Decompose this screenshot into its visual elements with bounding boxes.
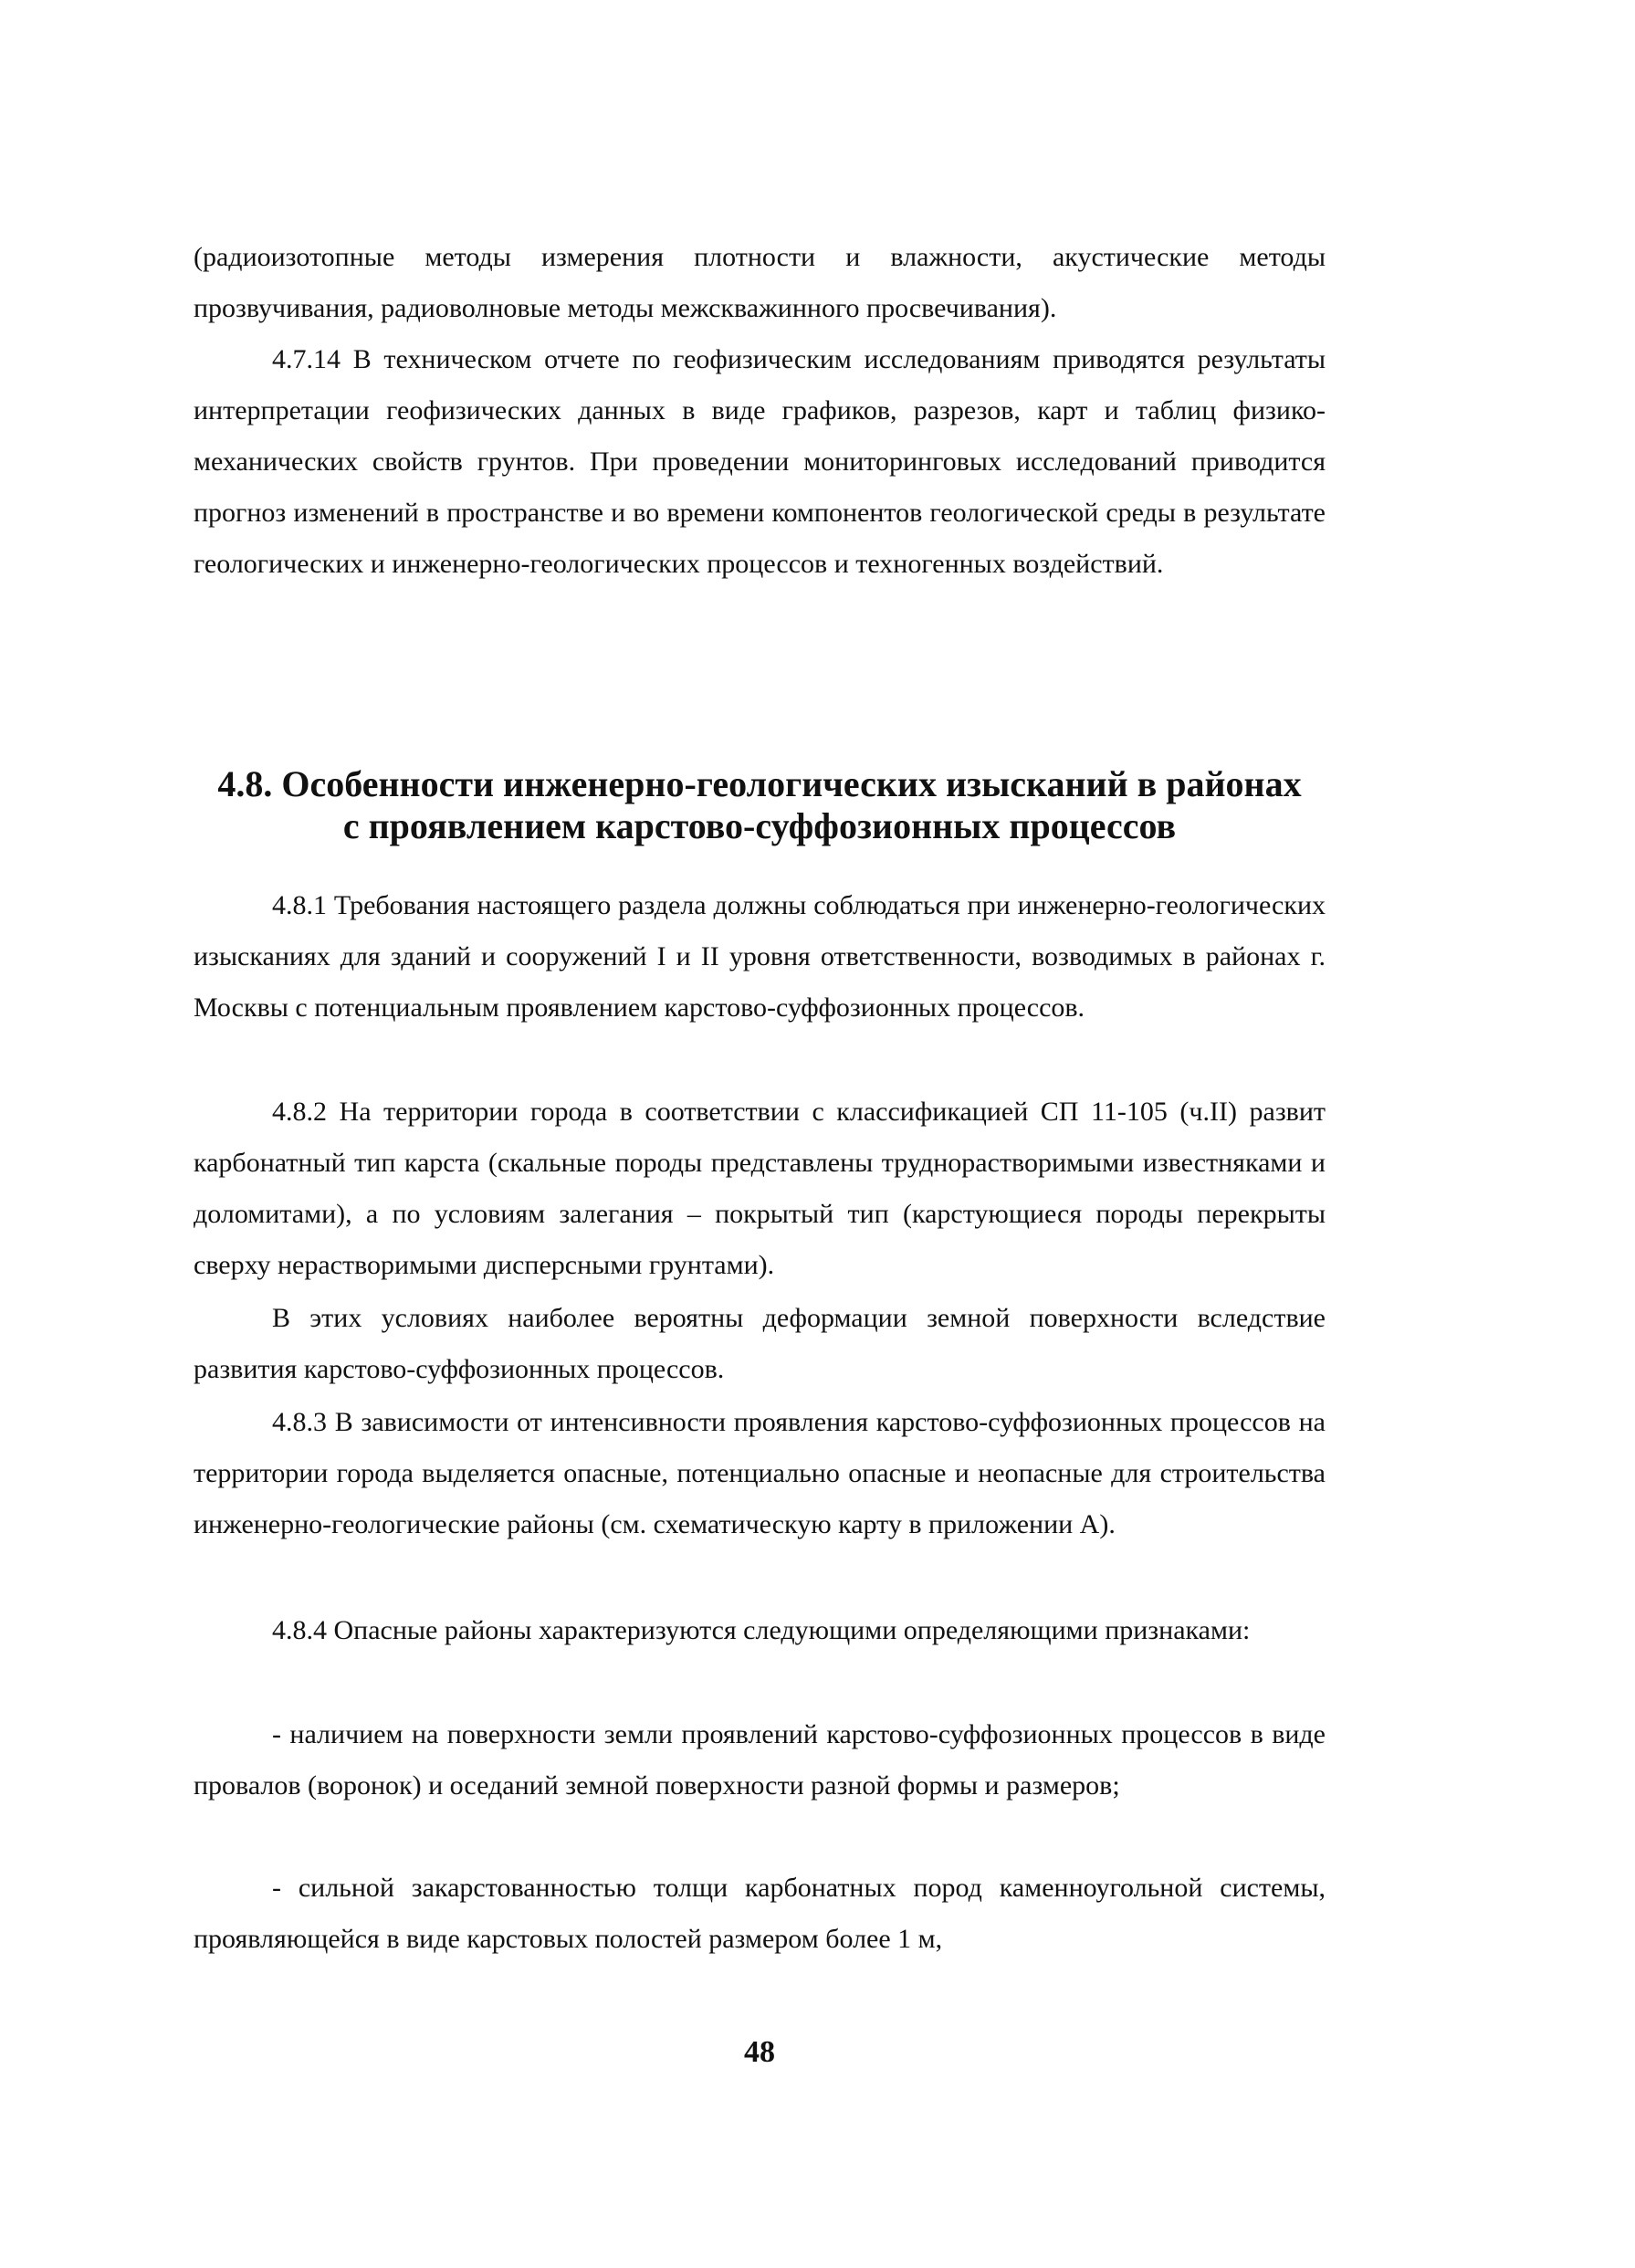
list-item-karstification: - сильной закарстованностью толщи карбонатных пород каменноугольной системы, проявляющейся в виде карстовых полостей размером более 1 м,: [194, 1873, 1326, 1954]
section-heading-line-2: с проявлением карстово-суффозионных процессов: [342, 805, 1177, 846]
paragraph-4-7-14: 4.7.14 В техническом отчете по геофизическим исследованиям приводятся результаты интерпретации геофизических данных в виде графиков, разрезов, карт и таблиц физико-механических свойств грунтов. При проведении мониторинговых исследований приводится прогноз изменений в пространстве и во времени компонентов геологической среды в результате геологических и инженерно-геологических процессов и техногенных воздействий.: [194, 344, 1326, 579]
list-item-sinkholes: - наличием на поверхности земли проявлений карстово-суффозионных процессов в виде провалов (воронок) и оседаний земной поверхности разной формы и размеров;: [194, 1719, 1326, 1801]
section-heading-4-8: [194, 763, 1326, 847]
document-page: [194, 0, 1326, 2268]
paragraph-4-8-3: 4.8.3 В зависимости от интенсивности проявления карстово-суффозионных процессов на территории города выделяется опасные, потенциально опасные и неопасные для строительства инженерно-геологические районы (см. схематическую карту в приложении А).: [194, 1407, 1326, 1539]
paragraph-methods-continuation: (радиоизотопные методы измерения плотности и влажности, акустические методы прозвучивания, радиоволновые методы межскважинного просвечивания).: [194, 242, 1326, 323]
paragraph-4-8-1: 4.8.1 Требования настоящего раздела должны соблюдаться при инженерно-геологических изысканиях для зданий и сооружений I и II уровня ответственности, возводимых в районах г. Москвы с потенциальным проявлением карстово-суффозионных процессов.: [194, 890, 1326, 1023]
section-heading-line-1: 4.8. Особенности инженерно-геологических изысканий в районах: [217, 763, 1302, 804]
paragraph-4-8-4: 4.8.4 Опасные районы характеризуются следующими определяющими признаками:: [272, 1615, 1251, 1645]
page-number: 48: [744, 2035, 775, 2069]
paragraph-4-8-2: 4.8.2 На территории города в соответствии с классификацией СП 11-105 (ч.II) развит карбонатный тип карста (скальные породы представлены труднорастворимыми известняками и доломитами), а по условиям залегания – покрытый тип (карстующиеся породы перекрыты сверху нерастворимыми дисперсными грунтами).: [194, 1097, 1326, 1280]
paragraph-conditions: В этих условиях наиболее вероятны деформации земной поверхности вследствие развития карстово-суффозионных процессов.: [194, 1303, 1326, 1384]
